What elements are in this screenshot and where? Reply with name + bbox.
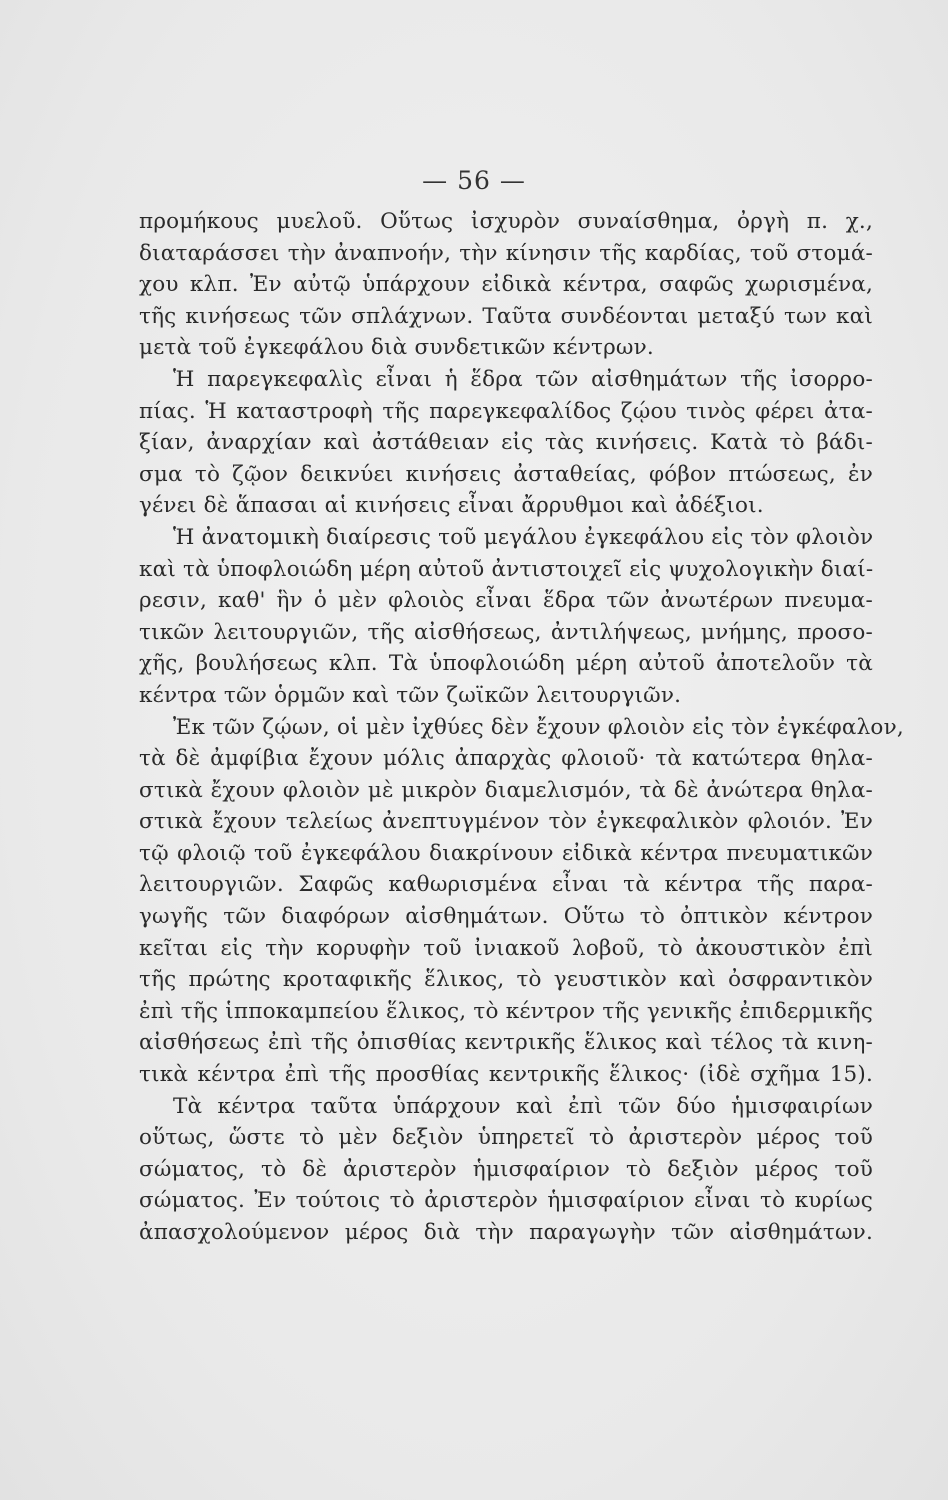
text-line: χου κλπ. Ἐν αὐτῷ ὑπάρχουν εἰδικὰ κέντρα, σαφῶς χωρισμένα, [139, 272, 873, 298]
text-line: σώματος. Ἐν τούτοις τὸ ἀριστερὸν ἡμισφαίριον εἶναι τὸ κυρίως [139, 1188, 873, 1214]
text-line: λειτουργιῶν. Σαφῶς καθωρισμένα εἶναι τὰ κέντρα τῆς παρα- [139, 872, 873, 898]
text-line: τὰ δὲ ἀμφίβια ἔχουν μόλις ἀπαρχὰς φλοιοῦ· τὰ κατώτερα θηλα- [139, 746, 873, 772]
text-line: στικὰ ἔχουν τελείως ἀνεπτυγμένον τὸν ἐγκεφαλικὸν φλοιόν. Ἐν [139, 809, 873, 835]
text-line: αἰσθήσεως ἐπὶ τῆς ὀπισθίας κεντρικῆς ἕλικος καὶ τέλος τὰ κινη- [139, 1030, 873, 1056]
paragraph-start-line: Ἐκ τῶν ζῴων, οἱ μὲν ἰχθύες δὲν ἔχουν φλοιὸν εἰς τὸν ἐγκέφαλον, [173, 714, 904, 740]
text-line: τῷ φλοιῷ τοῦ ἐγκεφάλου διακρίνουν εἰδικὰ κέντρα πνευματικῶν [139, 840, 873, 866]
text-line: γένει δὲ ἅπασαι αἱ κινήσεις εἶναι ἄρρυθμοι καὶ ἀδέξιοι. [139, 493, 764, 519]
text-line: κεῖται εἰς τὴν κορυφὴν τοῦ ἰνιακοῦ λοβοῦ, τὸ ἀκουστικὸν ἐπὶ [139, 935, 873, 961]
text-line: ἀπασχολούμενον μέρος διὰ τὴν παραγωγὴν τῶν αἰσθημάτων. [139, 1220, 873, 1245]
page-number: — 56 — [422, 166, 526, 195]
text-line: οὕτως, ὥστε τὸ μὲν δεξιὸν ὑπηρετεῖ τὸ ἀριστερὸν μέρος τοῦ [139, 1125, 873, 1151]
text-line: ξίαν, ἀναρχίαν καὶ ἀστάθειαν εἰς τὰς κινήσεις. Κατὰ τὸ βάδι- [139, 430, 873, 456]
text-line: ρεσιν, καθ' ἣν ὁ μὲν φλοιὸς εἶναι ἕδρα τῶν ἀνωτέρων πνευμα- [139, 588, 873, 614]
body-text [139, 206, 904, 1249]
text-line: τικὰ κέντρα ἐπὶ τῆς προσθίας κεντρικῆς ἕλικος· (ἰδὲ σχῆμα 15). [139, 1062, 873, 1088]
text-line: καὶ τὰ ὑποφλοιώδη μέρη αὐτοῦ ἀντιστοιχεῖ εἰς ψυχολογικὴν διαί- [139, 556, 874, 582]
text-line: χῆς, βουλήσεως κλπ. Τὰ ὑποφλοιώδη μέρη αὐτοῦ ἀποτελοῦν τὰ [139, 651, 873, 677]
text-line: γωγῆς τῶν διαφόρων αἰσθημάτων. Οὕτω τὸ ὀπτικὸν κέντρον [139, 904, 873, 930]
paragraph-start-line: Τὰ κέντρα ταῦτα ὑπάρχουν καὶ ἐπὶ τῶν δύο ἡμισφαιρίων [173, 1093, 873, 1119]
text-line: στικὰ ἔχουν φλοιὸν μὲ μικρὸν διαμελισμόν, τὰ δὲ ἀνώτερα θηλα- [139, 777, 873, 803]
text-line: ἐπὶ τῆς ἱπποκαμπείου ἕλικος, τὸ κέντρον τῆς γενικῆς ἐπιδερμικῆς [139, 998, 873, 1024]
text-line: πίας. Ἡ καταστροφὴ τῆς παρεγκεφαλίδος ζῴου τινὸς φέρει ἀτα- [139, 398, 873, 424]
paragraph-start-line: Ἡ παρεγκεφαλὶς εἶναι ἡ ἕδρα τῶν αἰσθημάτων τῆς ἰσορρο- [173, 366, 873, 392]
paragraph-start-line: Ἡ ἀνατομικὴ διαίρεσις τοῦ μεγάλου ἐγκεφάλου εἰς τὸν φλοιὸν [173, 524, 874, 550]
text-line: τῆς πρώτης κροταφικῆς ἕλικος, τὸ γευστικὸν καὶ ὀσφραντικὸν [139, 967, 873, 993]
text-line: προμήκους μυελοῦ. Οὕτως ἰσχυρὸν συναίσθημα, ὀργὴ π. χ., [139, 209, 873, 234]
text-line: διαταράσσει τὴν ἀναπνοήν, τὴν κίνησιν τῆς καρδίας, τοῦ στομά- [139, 240, 873, 266]
text-line: σώματος, τὸ δὲ ἀριστερὸν ἡμισφαίριον τὸ δεξιὸν μέρος τοῦ [139, 1156, 873, 1182]
text-line: μετὰ τοῦ ἐγκεφάλου διὰ συνδετικῶν κέντρων. [139, 335, 654, 361]
text-line: τικῶν λειτουργιῶν, τῆς αἰσθήσεως, ἀντιλήψεως, μνήμης, προσο- [139, 619, 873, 645]
text-line: σμα τὸ ζῷον δεικνύει κινήσεις ἀσταθείας, φόβον πτώσεως, ἐν [139, 461, 873, 487]
text-line: τῆς κινήσεως τῶν σπλάχνων. Ταῦτα συνδέονται μεταξύ των καὶ [139, 303, 873, 329]
text-line: κέντρα τῶν ὁρμῶν καὶ τῶν ζωϊκῶν λειτουργιῶν. [139, 682, 682, 708]
